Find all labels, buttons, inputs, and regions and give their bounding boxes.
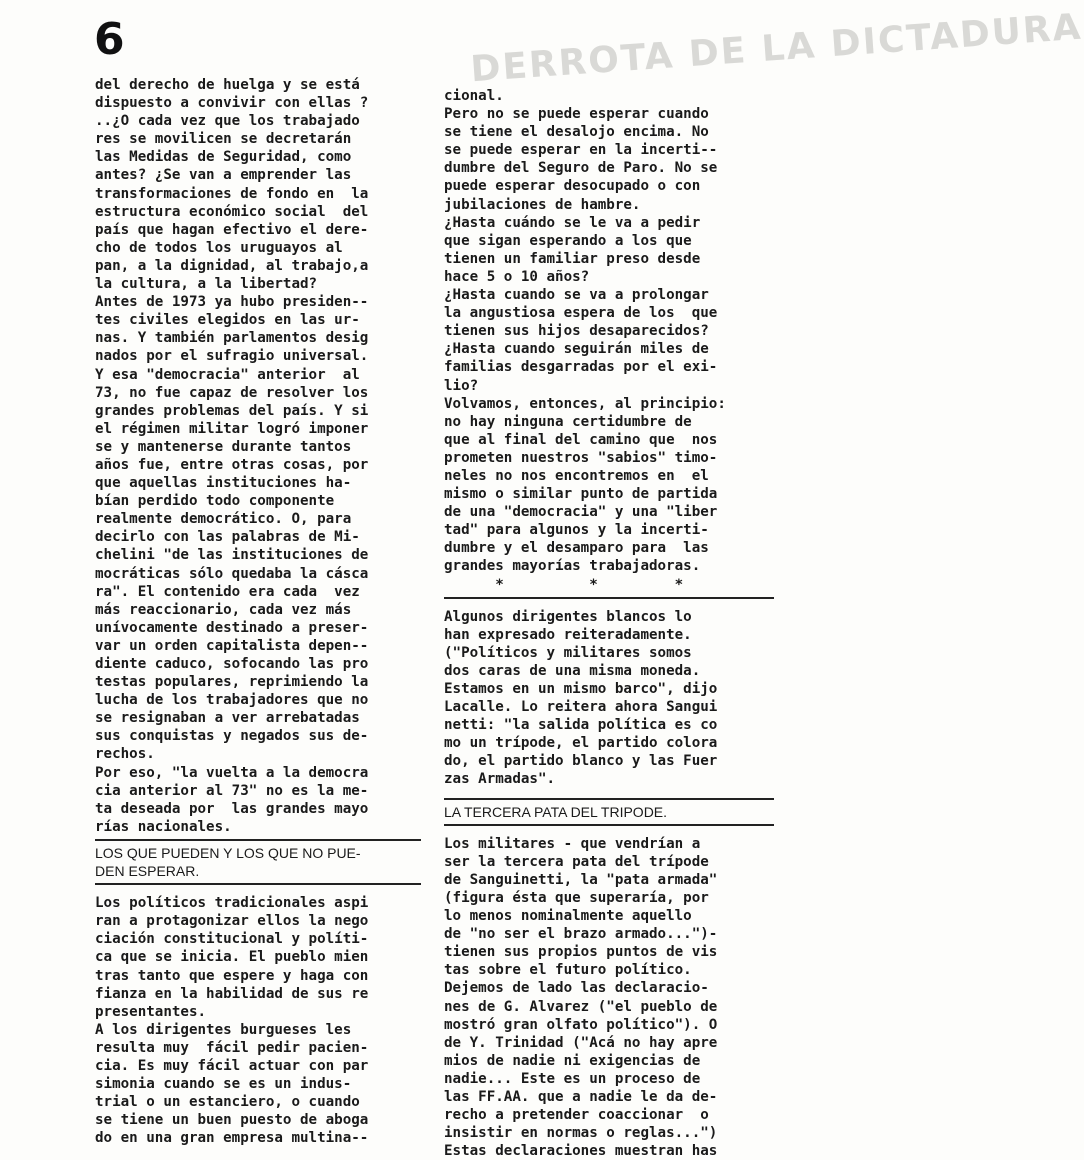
text-line: que aquellas instituciones ha- [95,475,352,492]
section-rule [95,839,421,841]
text-line: DEN ESPERAR. [95,863,200,880]
text-line: ¿Hasta cuándo se le va a pedir [444,214,701,231]
text-line: las Medidas de Seguridad, como [95,149,352,166]
right-paragraph-2 [444,608,774,789]
text-line: ser la tercera pata del trípode [444,853,709,870]
text-line: tienen sus hijos desaparecidos? [444,323,709,340]
section-rule [95,883,421,885]
text-line: res se movilicen se decretarán [95,131,352,148]
text-line: ca que se inicia. El pueblo mien [95,949,369,966]
text-line: se puede esperar en la incerti-- [444,142,718,159]
text-line: de "no ser el brazo armado...")- [444,926,718,943]
text-line: el régimen militar logró imponer [95,420,369,437]
right-paragraph-1 [444,87,774,576]
text-line: mostró gran olfato político"). O [444,1016,718,1033]
text-line: Antes de 1973 ya hubo presiden-- [95,294,369,311]
text-line: no hay ninguna certidumbre de [444,413,692,430]
text-line: que al final del camino que nos [444,431,718,448]
section-rule [444,824,774,826]
text-line: pan, a la dignidad, al trabajo,a [95,257,369,274]
text-line: años fue, entre otras cosas, por [95,456,369,473]
heading-tercera-pata: LA TERCERA PATA DEL TRIPODE. [444,803,668,820]
section-rule [444,597,774,599]
text-line: dumbre y el desamparo para las [444,540,709,557]
text-line: tras tanto que espere y haga con [95,967,369,984]
text-line: ("Políticos y militares somos [444,644,692,661]
text-line: lo menos nominalmente aquello [444,908,692,925]
text-line: han expresado reiteradamente. [444,626,692,643]
text-line: dispuesto a convivir con ellas ? [95,95,369,112]
bleed-through-text: DERROTA DE LA DICTADURA [469,6,1084,91]
text-line: sus conquistas y negados sus de- [95,728,369,745]
text-line: Por eso, "la vuelta a la democra [95,764,369,781]
text-line: se resignaban a ver arrebatadas [95,710,360,727]
text-line: cia. Es muy fácil actuar con par [95,1057,369,1074]
text-line: Los políticos tradicionales aspi [95,895,369,912]
text-line: netti: "la salida política es co [444,717,718,734]
text-line: más reaccionario, cada vez más [95,601,352,618]
left-paragraph-1 [95,76,421,836]
text-line: Lacalle. Lo reitera ahora Sangui [444,699,718,716]
text-line: nadie... Este es un proceso de [444,1070,701,1087]
text-line: var un orden capitalista depen-- [95,637,369,654]
text-line: grandes problemas del país. Y si [95,402,369,419]
text-line: Algunos dirigentes blancos lo [444,608,692,625]
text-line: Pero no se puede esperar cuando [444,106,709,123]
text-line: LOS QUE PUEDEN Y LOS QUE NO PUE- [95,844,361,861]
text-line: se tiene el desalojo encima. No [444,124,709,141]
text-line: ran a protagonizar ellos la nego [95,913,369,930]
text-line: Estamos en un mismo barco", dijo [444,681,718,697]
text-line: tes civiles elegidos en las ur- [95,312,360,329]
section-separator-stars: * * * [444,576,684,593]
text-line: ta deseada por las grandes mayo [95,800,369,817]
text-line: lucha de los trabajadores que no [95,692,369,709]
text-line: de Sanguinetti, la "pata armada" [444,871,718,888]
text-line: rías nacionales. [95,818,232,835]
text-line: neles no nos encontremos en el [444,467,709,484]
text-line: cho de todos los uruguayos al [95,239,343,256]
text-line: testas populares, reprimiendo la [95,674,369,691]
text-line: rechos. [95,746,155,763]
text-line: diente caduco, sofocando las pro [95,656,369,672]
text-line: bían perdido todo componente [95,493,335,510]
text-line: resulta muy fácil pedir pacien- [95,1039,369,1056]
text-line: Volvamos, entonces, al principio: [444,395,726,412]
text-line: realmente democrático. O, para [95,511,352,528]
text-line: ciación constitucional y políti- [95,931,369,948]
text-line: simonia cuando se es un indus- [95,1076,352,1093]
text-line: nados por el sufragio universal. [95,348,369,365]
text-line: prometen nuestros "sabios" timo- [444,449,718,466]
text-line: la angustiosa espera de los que [444,305,718,322]
right-column [444,87,774,1160]
text-line: lio? [444,377,479,394]
text-line: recho a pretender coaccionar o [444,1107,709,1124]
text-line: Estas declaraciones muestran has [444,1143,718,1160]
text-line: se tiene un buen puesto de aboga [95,1112,369,1129]
text-line: chelini "de las instituciones de [95,547,369,564]
text-line: unívocamente destinado a preser- [95,619,369,636]
text-line: jubilaciones de hambre. [444,196,641,213]
text-line: cional. [444,88,504,104]
text-line: la cultura, a la libertad? [95,276,318,293]
text-line: transformaciones de fondo en la [95,185,369,202]
text-line: hace 5 o 10 años? [444,268,590,285]
text-line: las FF.AA. que a nadie le da de- [444,1088,718,1105]
text-line: nas. Y también parlamentos desig [95,330,369,347]
text-line: puede esperar desocupado o con [444,178,701,195]
text-line: del derecho de huelga y se está [95,77,360,93]
section-rule [444,798,774,800]
text-line: ¿Hasta cuando seguirán miles de [444,341,709,358]
heading-los-que-pueden [95,844,421,880]
text-line: mo un trípode, el partido colora [444,735,718,752]
text-line: tad" para algunos y la incerti- [444,522,709,539]
right-paragraph-3 [444,835,774,1160]
left-paragraph-2 [95,894,421,1147]
text-line: mios de nadie ni exigencias de [444,1052,701,1069]
text-line: grandes mayorías trabajadoras. [444,558,701,575]
text-line: do, el partido blanco y las Fuer [444,753,718,770]
text-line: dumbre del Seguro de Paro. No se [444,160,718,177]
text-line: presentantes. [95,1003,207,1020]
text-line: dos caras de una misma moneda. [444,662,701,679]
text-line: de una "democracia" y una "liber [444,504,718,521]
text-line: do en una gran empresa multina-- [95,1130,369,1147]
text-line: A los dirigentes burgueses les [95,1021,352,1038]
text-line: insistir en normas o reglas...") [444,1125,718,1142]
text-line: zas Armadas". [444,771,556,788]
text-line: Y esa "democracia" anterior al [95,366,360,383]
text-line: nes de G. Alvarez ("el pueblo de [444,998,718,1015]
text-line: familias desgarradas por el exi- [444,359,718,376]
text-line: de Y. Trinidad ("Acá no hay apre [444,1034,718,1051]
left-column [95,76,421,1147]
text-line: ra". El contenido era cada vez [95,583,360,600]
text-line: tas sobre el futuro político. [444,962,692,979]
text-line: Los militares - que vendrían a [444,835,701,852]
text-line: ..¿O cada vez que los trabajado [95,113,360,130]
text-line: (figura ésta que superaría, por [444,889,709,906]
text-line: mocráticas sólo quedaba la cásca [95,565,369,582]
text-line: país que hagan efectivo el dere- [95,221,369,238]
text-line: ¿Hasta cuando se va a prolongar [444,287,709,304]
text-line: trial o un estanciero, o cuando [95,1094,360,1111]
text-line: estructura económico social del [95,203,369,220]
text-line: cia anterior al 73" no es la me- [95,782,369,799]
text-line: antes? ¿Se van a emprender las [95,167,352,184]
text-line: mismo o similar punto de partida [444,486,718,503]
page-number: 6 [94,14,125,65]
text-line: 73, no fue capaz de resolver los [95,384,369,401]
text-line: tienen sus propios puntos de vis [444,944,718,961]
text-line: fianza en la habilidad de sus re [95,985,369,1002]
text-line: tienen un familiar preso desde [444,250,701,267]
text-line: que sigan esperando a los que [444,232,692,249]
text-line: Dejemos de lado las declaracio- [444,980,709,997]
text-line: decirlo con las palabras de Mi- [95,529,360,546]
text-line: se y mantenerse durante tantos [95,438,352,455]
